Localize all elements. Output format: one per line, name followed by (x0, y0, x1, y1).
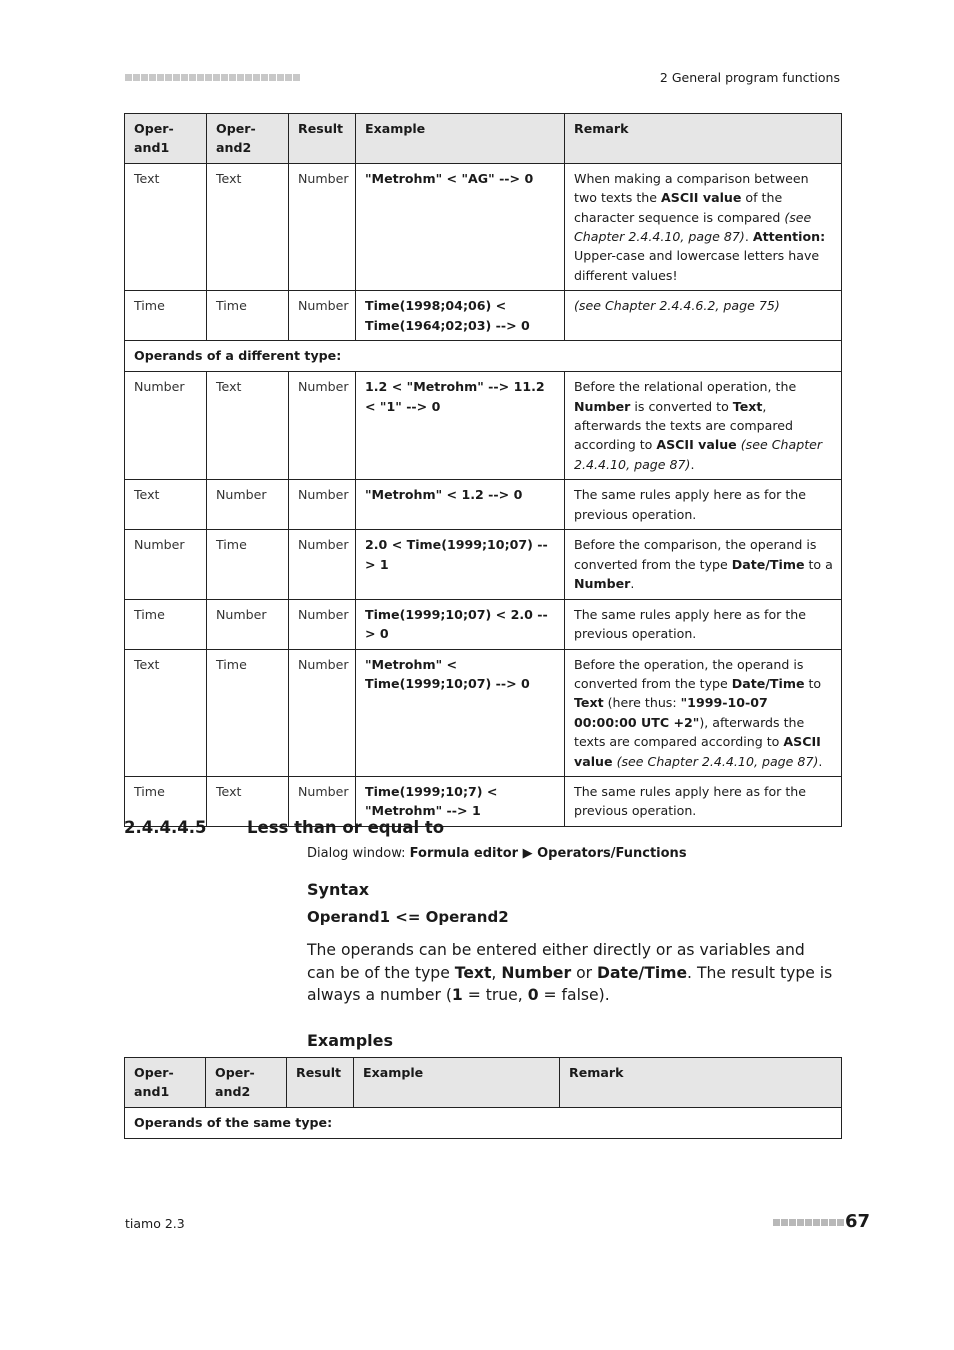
cell-operand2: Text (207, 163, 289, 290)
cell-result: Number (289, 599, 356, 649)
section-row (125, 341, 842, 372)
comparison-table (124, 113, 842, 827)
table-header-row (125, 1058, 842, 1108)
table-header-row (125, 114, 842, 164)
section-label: Operands of the same type: (125, 1107, 842, 1138)
table-row (125, 372, 842, 480)
cell-remark: The same rules apply here as for the previous operation. (565, 776, 842, 826)
cell-result: Number (289, 163, 356, 290)
footer-decoration (773, 1219, 844, 1226)
page-number: 67 (845, 1211, 871, 1232)
col-header-operand2: Oper- and2 (206, 1058, 287, 1108)
description-paragraph: The operands can be entered either directly or as variables and can be of the type Text, Number or Date/Time. The result type is always a number (1 = true, 0 = false). (307, 941, 833, 1004)
cell-result: Number (289, 530, 356, 599)
cell-remark: When making a comparison between two texts the ASCII value of the character sequence is compared (see Chapter 2.4.4.10, page 87). Attention: Upper-case and lowercase letters have different values! (565, 163, 842, 290)
section-row (125, 1107, 842, 1138)
cell-operand1: Text (125, 649, 207, 776)
footer-product: tiamo 2.3 (125, 1216, 185, 1231)
table-row (125, 291, 842, 341)
syntax-expression: Operand1 <= Operand2 (307, 908, 509, 926)
cell-result: Number (289, 372, 356, 480)
table-row (125, 530, 842, 599)
examples-heading: Examples (307, 1031, 394, 1050)
cell-remark: (see Chapter 2.4.4.6.2, page 75) (565, 291, 842, 341)
cell-operand1: Text (125, 480, 207, 530)
cell-example: "Metrohm" < 1.2 --> 0 (356, 480, 565, 530)
cell-operand2: Text (207, 372, 289, 480)
cell-operand2: Time (207, 291, 289, 341)
table-row (125, 649, 842, 776)
col-header-remark: Remark (560, 1058, 842, 1108)
cell-example: 2.0 < Time(1999;10;07) --> 1 (356, 530, 565, 599)
table-row (125, 599, 842, 649)
cell-operand1: Time (125, 291, 207, 341)
table-row (125, 480, 842, 530)
cell-remark: Before the relational operation, the Number is converted to Text, afterwards the texts are compared according to ASCII value (see Chapter 2.4.4.10, page 87). (565, 372, 842, 480)
col-header-operand1: Oper- and1 (125, 1058, 206, 1108)
cell-operand1: Time (125, 599, 207, 649)
cell-operand2: Time (207, 649, 289, 776)
table-row (125, 776, 842, 826)
cell-operand2: Number (207, 480, 289, 530)
cell-example: Time(1998;04;06) < Time(1964;02;03) --> 0 (356, 291, 565, 341)
cell-example: 1.2 < "Metrohm" --> 11.2 < "1" --> 0 (356, 372, 565, 480)
cell-example: "Metrohm" < "AG" --> 0 (356, 163, 565, 290)
cell-operand1: Time (125, 776, 207, 826)
table-row (125, 163, 842, 290)
col-header-operand1: Oper- and1 (125, 114, 207, 164)
cell-example: "Metrohm" < Time(1999;10;07) --> 0 (356, 649, 565, 776)
cell-operand2: Text (207, 776, 289, 826)
dialog-path: Dialog window: Formula editor ▶ Operators/Functions (307, 846, 687, 861)
col-header-remark: Remark (565, 114, 842, 164)
syntax-heading: Syntax (307, 880, 370, 899)
cell-remark: Before the comparison, the operand is converted from the type Date/Time to a Number. (565, 530, 842, 599)
section-number: 2.4.4.4.5 (124, 818, 207, 837)
col-header-result: Result (289, 114, 356, 164)
cell-operand2: Number (207, 599, 289, 649)
cell-remark: The same rules apply here as for the previous operation. (565, 599, 842, 649)
col-header-example: Example (354, 1058, 560, 1108)
cell-result: Number (289, 776, 356, 826)
cell-example: Time(1999;10;07) < 2.0 --> 0 (356, 599, 565, 649)
cell-operand1: Text (125, 163, 207, 290)
cell-example: Time(1999;10;7) < "Metrohm" --> 1 (356, 776, 565, 826)
cell-operand1: Number (125, 372, 207, 480)
cell-result: Number (289, 480, 356, 530)
cell-result: Number (289, 291, 356, 341)
section-label: Operands of a different type: (125, 341, 842, 372)
col-header-operand2: Oper- and2 (207, 114, 289, 164)
running-header: 2 General program functions (659, 70, 840, 85)
col-header-example: Example (356, 114, 565, 164)
cell-remark: Before the operation, the operand is converted from the type Date/Time to Text (here thus: "1999-10-07 00:00:00 UTC +2"), afterwards the texts are compared according to ASCII value (see Chapter 2.4.4.10, page 87). (565, 649, 842, 776)
cell-operand1: Number (125, 530, 207, 599)
cell-result: Number (289, 649, 356, 776)
cell-operand2: Time (207, 530, 289, 599)
header-decoration (125, 74, 300, 81)
examples-table (124, 1057, 842, 1139)
cell-remark: The same rules apply here as for the previous operation. (565, 480, 842, 530)
section-title: Less than or equal to (247, 818, 445, 837)
col-header-result: Result (287, 1058, 354, 1108)
